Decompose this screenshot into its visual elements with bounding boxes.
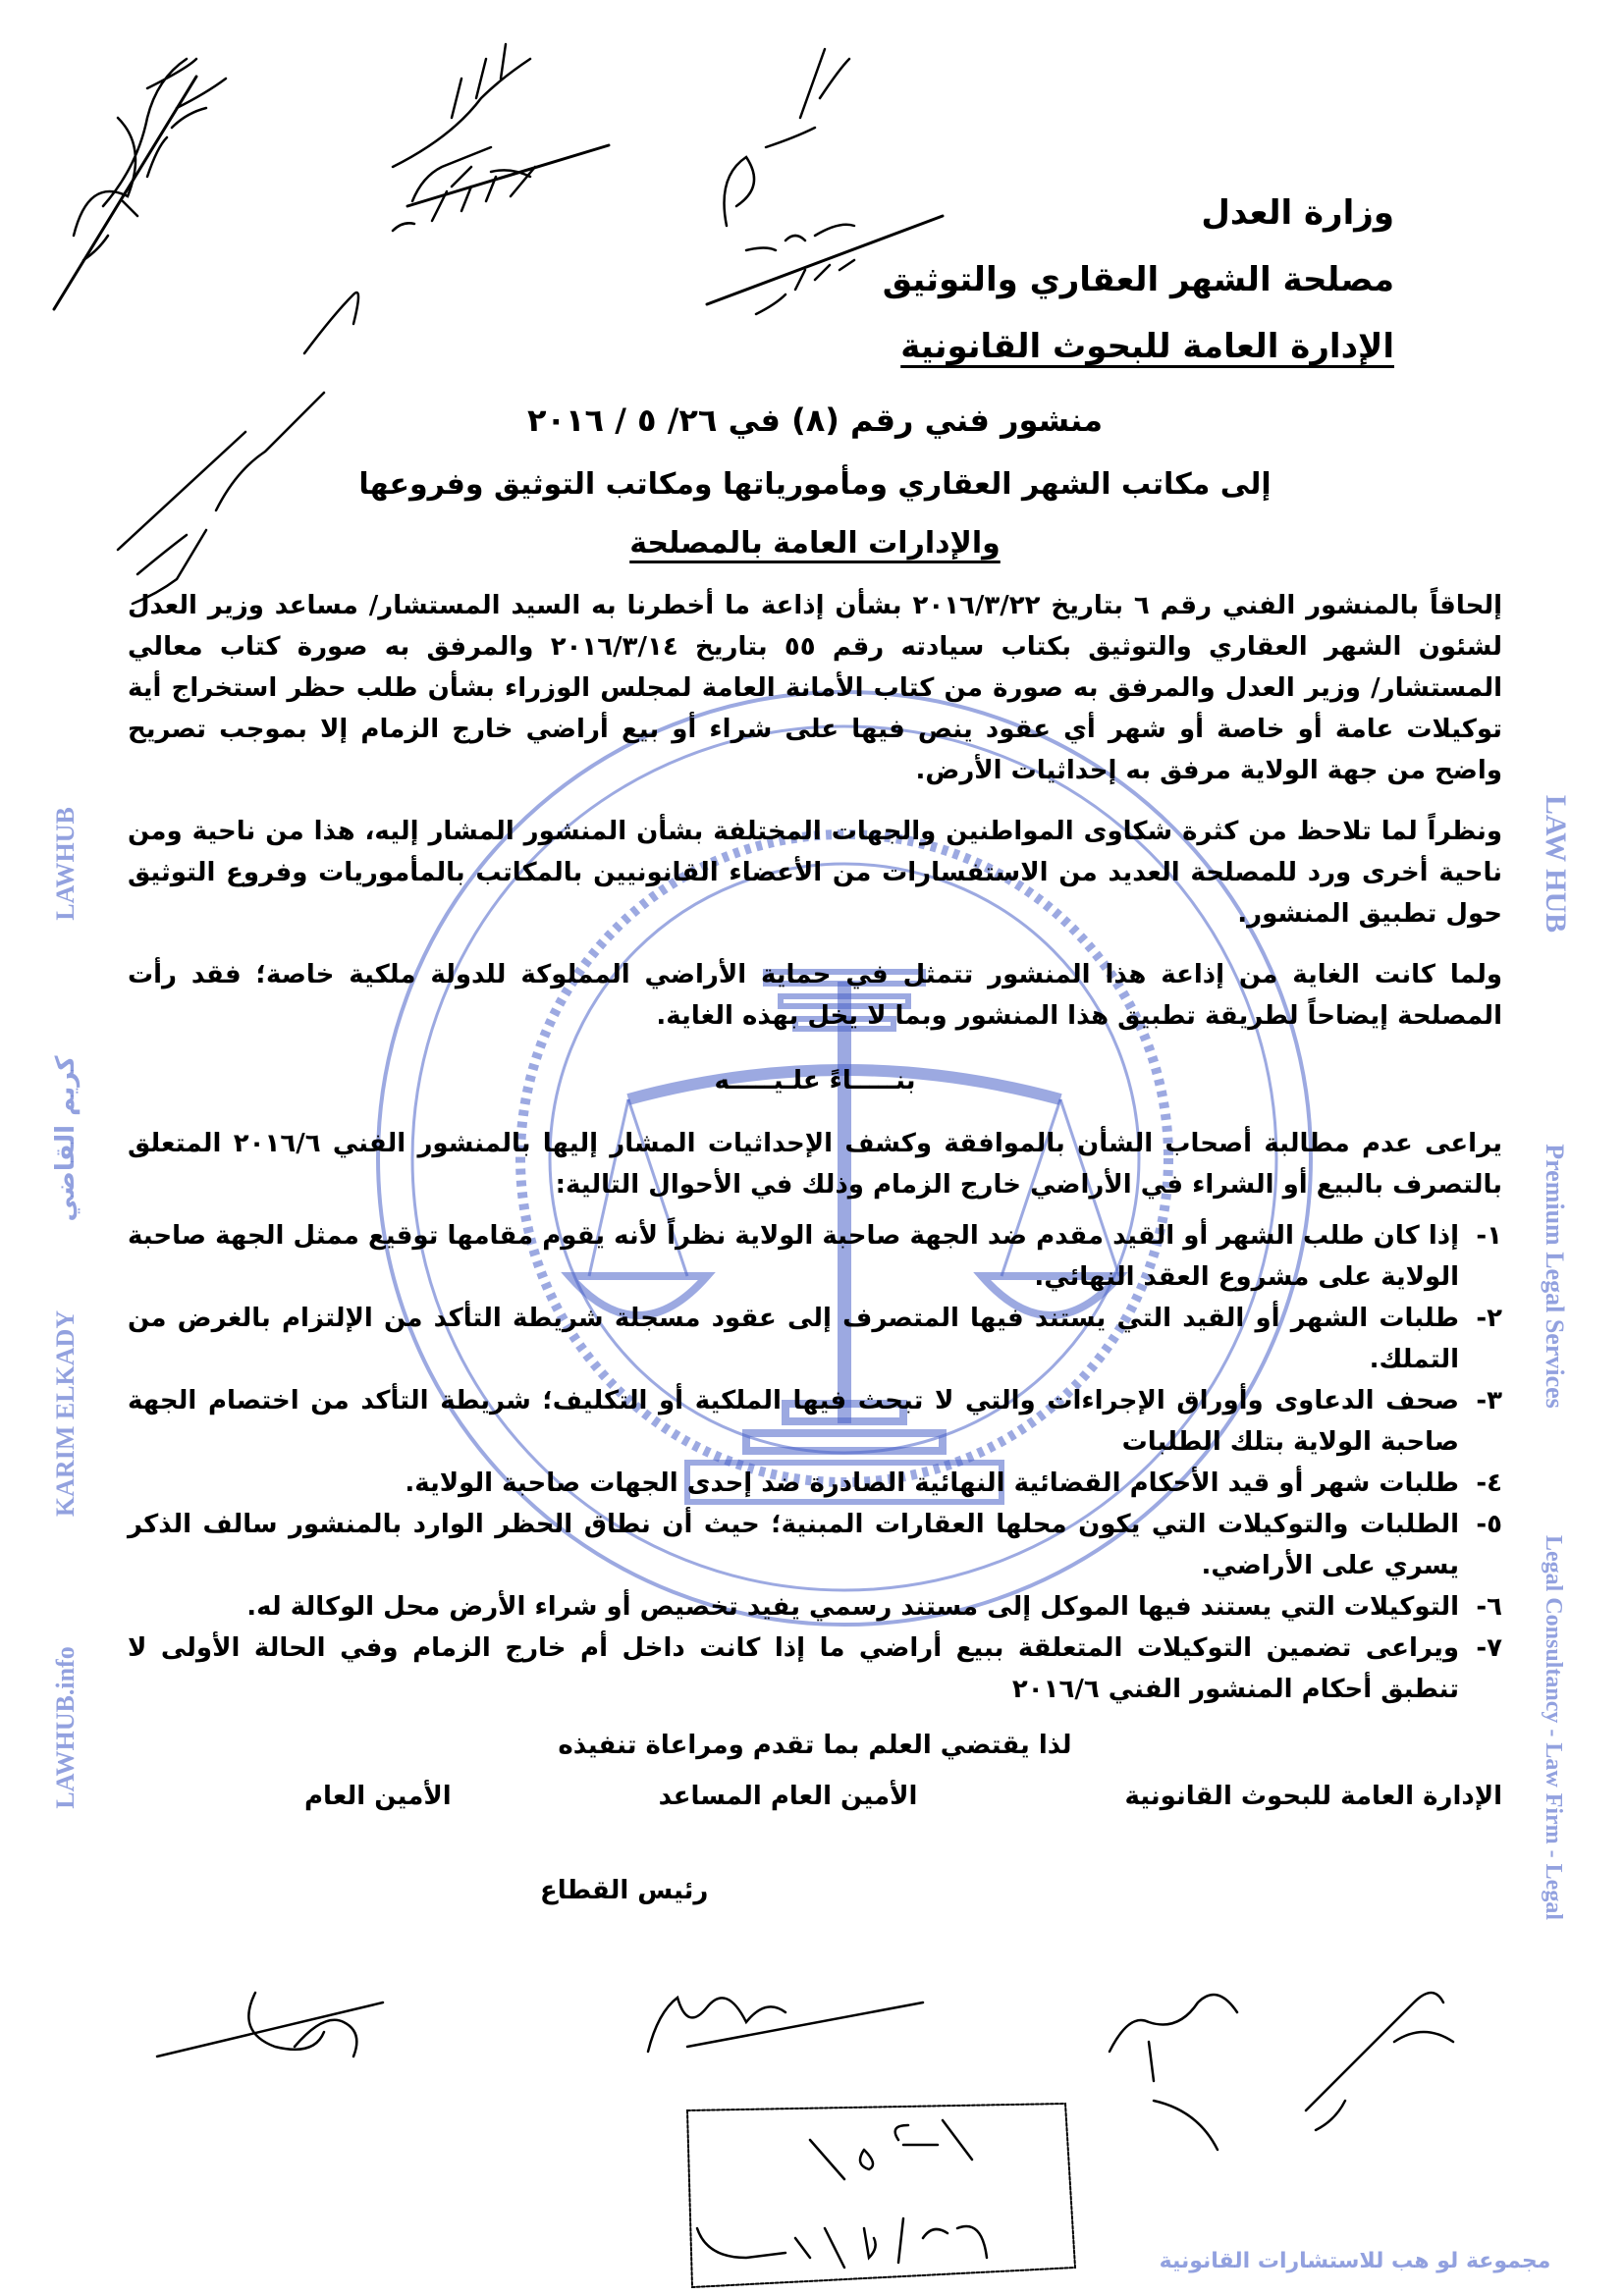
stamp-lower-text: Legal Consultancy - Law Firm - Legal	[1541, 1535, 1566, 1920]
case-list	[128, 1215, 1502, 1710]
stamp-ring-text: LAW HUB	[1540, 794, 1572, 934]
stamp-ring-subtext: Premium Legal Services	[1541, 1144, 1569, 1409]
signature-title-assistant-secretary: الأمين العام المساعد	[658, 1782, 918, 1811]
registration-date	[697, 2218, 987, 2268]
authority-name: مصلحة الشهر العقاري والتوثيق	[882, 260, 1394, 299]
case-item	[128, 1586, 1502, 1628]
case-item	[128, 1298, 1502, 1380]
circular-recipients: إلى مكاتب الشهر العقاري ومأمورياتها ومكاتب التوثيق وفروعها	[358, 467, 1272, 502]
case-text: طلبات الشهر أو القيد التي يستند فيها المتصرف إلى عقود مسجلة شريطة التأكد من الإلتزام بالغرض من التملك.	[128, 1304, 1459, 1374]
document-body	[128, 192, 1502, 1910]
signature-title-legal-research: الإدارة العامة للبحوث القانونية	[1124, 1782, 1502, 1811]
case-text: صحف الدعاوى وأوراق الإجراءات والتي لا تبحث فيها الملكية أو التكليف؛ شريطة التأكد من اختصام الجهة صاحبة الولاية بتلك الطلبات	[128, 1386, 1459, 1457]
stamp-center-label: LAWHUB	[51, 807, 80, 921]
paragraph-3: ولما كانت الغاية من إذاعة هذا المنشور تتمثل في حماية الأراضي المملوكة للدولة ملكية خاصة؛ فقد رأت المصلحة إيضاحاً لطريقة تطبيق هذا المنشور وبما لا يخل بهذه الغاية.	[128, 960, 1502, 1031]
case-number: ٦-	[1476, 1592, 1502, 1622]
circular-recipients-2: والإدارات العامة بالمصلحة	[629, 526, 1001, 561]
signature-legal-research-2	[1306, 1993, 1453, 2130]
stamp-arabic-ring: مجموعة لو هب للاستشارات القانونية	[1159, 2249, 1551, 2273]
case-item	[128, 1215, 1502, 1298]
case-number: ٤-	[1476, 1468, 1502, 1498]
paragraph-2: ونظراً لما تلاحظ من كثرة شكاوى المواطنين والجهات المختلفة بشأن المنشور المشار إليه، هذا من ناحية ومن ناحية أخرى ورد للمصلحة العديد من الاستفسارات من الأعضاء القانونيين بالمكاتب بالمأموريات وفروع التوثيق حول تطبيق المنشور.	[128, 817, 1502, 929]
department-name: الإدارة العامة للبحوث القانونية	[900, 327, 1394, 366]
letterhead	[128, 192, 1502, 367]
case-text: طلبات شهر أو قيد الأحكام القضائية النهائية الصادرة ضد إحدى الجهات صاحبة الولاية.	[405, 1468, 1459, 1498]
registration-number	[810, 2120, 972, 2179]
paragraph-1: إلحاقاً بالمنشور الفني رقم ٦ بتاريخ ٢٠١٦/٣/٢٢ بشأن إذاعة ما أخطرنا به السيد المستشار/ مساعد وزير العدل لشئون الشهر العقاري والتوثيق بكتاب سيادته رقم ٥٥ بتاريخ ٢٠١٦/٣/١٤ والمرفق به صورة كتاب معالي المستشار/ وزير العدل والمرفق به صورة من كتاب الأمانة العامة لمجلس الوزراء بشأن طلب حظر استخراج أية توكيلات عامة أو خاصة أو شهر أي عقود ينص فيها على شراء أو بيع أراضي خارج الزمام إلا بموجب تصريح واضح من جهة الولاية مرفق به إحداثيات الأرض.	[128, 591, 1503, 785]
case-text: الطلبات والتوكيلات التي يكون محلها العقارات المبنية؛ حيث أن نطاق الحظر الوارد بالمنشور سالف الذكر يسري على الأراضي.	[128, 1510, 1459, 1580]
case-item	[128, 1628, 1502, 1710]
signature-titles	[128, 1777, 1502, 1816]
signature-title-secretary-general: الأمين العام	[304, 1782, 452, 1811]
closing-line: لذا يقتضي العلم بما تقدم ومراعاة تنفيذه	[558, 1731, 1072, 1760]
paragraph-4: يراعى عدم مطالبة أصحاب الشأن بالموافقة وكشف الإحداثيات المشار إليها بالمنشور الفني ٢٠١٦/٦ المتعلق بالتصرف بالبيع أو الشراء في الأراضي خارج الزمام وذلك في الأحوال التالية:	[128, 1129, 1503, 1200]
ministry-name: وزارة العدل	[1201, 193, 1394, 233]
registration-box	[687, 2104, 1075, 2287]
handwritten-note-2	[393, 44, 530, 167]
signature-title-sector-head: رئيس القطاع	[540, 1876, 709, 1905]
therefore-heading: بنـــــاءً علـيـــــه	[714, 1066, 916, 1095]
case-text: التوكيلات التي يستند فيها الموكل إلى مستند رسمي يفيد تخصيص أو شراء الأرض محل الوكالة له.	[246, 1592, 1459, 1622]
stamp-site: LAWHUB.info	[51, 1646, 80, 1809]
stamp-name-ar: كريم القاضي	[51, 1055, 81, 1222]
case-item	[128, 1504, 1502, 1586]
case-item	[128, 1463, 1502, 1504]
signature-secretary-general	[157, 1993, 383, 2056]
case-number: ٥-	[1476, 1510, 1502, 1539]
case-number: ١-	[1476, 1221, 1502, 1251]
case-text: ويراعى تضمين التوكيلات المتعلقة ببيع أراضي ما إذا كانت داخل أم خارج الزمام وفي الحالة الأولى لا تنطبق أحكام المنشور الفني ٢٠١٦/٦	[128, 1633, 1459, 1704]
case-number: ٣-	[1476, 1386, 1502, 1415]
circular-title: منشور فني رقم (٨) في ٢٦/ ٥ / ٢٠١٦	[526, 401, 1104, 439]
case-number: ٢-	[1476, 1304, 1502, 1333]
signature-assistant-secretary	[648, 1998, 923, 2052]
case-number: ٧-	[1476, 1633, 1502, 1663]
signature-legal-research-1	[1110, 1995, 1237, 2150]
case-item	[128, 1380, 1502, 1463]
case-text: إذا كان طلب الشهر أو القيد مقدم ضد الجهة صاحبة الولاية نظراً لأنه يقوم مقامها توقيع ممثل الجهة صاحبة الولاية على مشروع العقد النهائي.	[128, 1221, 1459, 1292]
stamp-name-en: KARIM ELKADY	[51, 1309, 80, 1518]
